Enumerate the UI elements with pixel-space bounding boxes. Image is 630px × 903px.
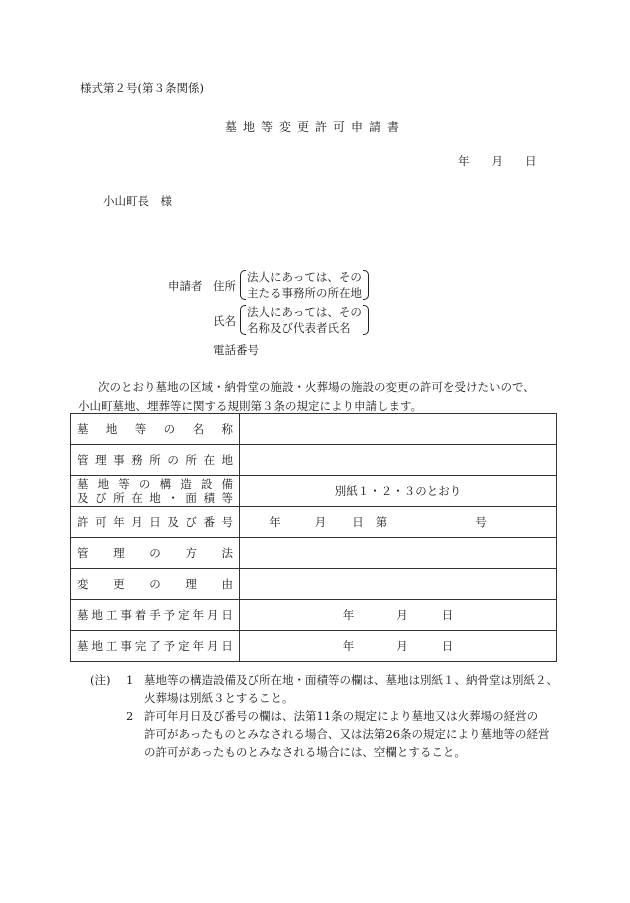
row-label <box>71 538 240 569</box>
note-1-text <box>144 671 558 707</box>
note-1 <box>90 671 558 707</box>
row-value[interactable]: 別紙１・２・３のとおり <box>240 476 557 507</box>
label-start: 墓 地 工 事 着 手 予 定 年 月 日 <box>77 608 233 622</box>
notes <box>90 671 558 761</box>
note-2-line-2: 許可があったものとみなされる場合、又は法第26条の規定により墓地等の経営 <box>144 727 550 741</box>
note-2-text <box>144 707 550 761</box>
row-label <box>71 445 240 476</box>
intro-text <box>80 378 535 416</box>
label-complete: 墓 地 工 事 完 了 予 定 年 月 日 <box>77 639 233 653</box>
permit-month: 月 <box>314 515 327 529</box>
addressee: 小山町長 様 <box>103 194 172 208</box>
label-permit: 許 可 年 月 日 及 び 番 号 <box>77 515 233 529</box>
name-note-line-1: 法人にあっては、その <box>247 305 362 319</box>
intro-line-2: 小山町墓地、埋葬等に関する規則第３条の規定により申請します。 <box>78 399 423 413</box>
row-label <box>71 507 240 538</box>
note-2-line-1: 許可年月日及び番号の欄は、法第11条の規定により墓地又は火葬場の経営の <box>144 709 539 723</box>
permit-no-suffix: 号 <box>475 515 487 529</box>
applicant-label: 申請者 <box>168 279 203 293</box>
intro-line-1: 次のとおり墓地の区域・納骨堂の施設・火葬場の施設の変更の許可を受けたいので、 <box>98 380 535 394</box>
address-note-line-1: 法人にあっては、その <box>247 270 362 284</box>
table-row <box>71 507 557 538</box>
note-1-number: 1 <box>126 673 134 687</box>
table-row <box>71 631 557 662</box>
row-value[interactable] <box>240 569 557 600</box>
table-row <box>71 600 557 631</box>
form-number: 様式第２号(第３条関係) <box>80 81 204 95</box>
note-2-line-3: の許可があったものとみなされる場合には、空欄とすること。 <box>144 745 466 759</box>
start-year: 年 <box>342 608 355 622</box>
label-name: 墓 地 等 の 名 称 <box>77 422 233 436</box>
note-2 <box>90 707 558 761</box>
complete-year: 年 <box>342 639 355 653</box>
document-title: 墓地等変更許可申請書 <box>224 120 405 134</box>
row-value[interactable] <box>240 507 557 538</box>
table-row <box>71 476 557 507</box>
permit-year: 年 <box>269 515 281 529</box>
row-label <box>71 476 240 507</box>
note-1-line-2: 火葬場は別紙３とすること。 <box>144 691 294 705</box>
row-value[interactable] <box>240 631 557 662</box>
label-management: 管 理 の 方 法 <box>77 546 233 560</box>
notes-prefix: (注) <box>90 673 111 687</box>
start-month: 月 <box>396 608 408 622</box>
row-value[interactable] <box>240 414 557 445</box>
row-label <box>71 414 240 445</box>
date-day: 日 <box>525 154 537 168</box>
phone-label: 電話番号 <box>213 343 259 357</box>
table-row <box>71 445 557 476</box>
label-office: 管 理 事 務 所 の 所 在 地 <box>77 453 233 467</box>
row-value[interactable] <box>240 600 557 631</box>
start-day: 日 <box>441 608 454 622</box>
application-table <box>70 413 557 662</box>
table-row <box>71 569 557 600</box>
date-month: 月 <box>491 154 503 168</box>
row-value[interactable] <box>240 445 557 476</box>
name-note-line-2: 名称及び代表者氏名 <box>247 321 351 335</box>
row-label <box>71 600 240 631</box>
row-label <box>71 569 240 600</box>
note-1-line-1: 墓地等の構造設備及び所在地・面積等の欄は、墓地は別紙１、納骨堂は別紙２、 <box>144 673 558 687</box>
row-value[interactable] <box>240 538 557 569</box>
label-structure-line-1: 墓 地 等 の 構 造 設 備 <box>77 477 233 491</box>
permit-day: 日 <box>352 515 364 529</box>
label-structure-line-2: 及 び 所 在 地 ・ 面 積 等 <box>77 491 233 505</box>
complete-day: 日 <box>441 639 454 653</box>
date-line <box>458 153 537 169</box>
permit-no-prefix: 第 <box>375 515 388 529</box>
label-reason: 変 更 の 理 由 <box>77 577 233 591</box>
address-note-line-2: 主たる事務所の所在地 <box>247 286 362 300</box>
name-note <box>240 304 369 336</box>
address-label: 住所 <box>213 279 236 293</box>
address-note <box>240 269 369 301</box>
table-row <box>71 538 557 569</box>
complete-month: 月 <box>396 639 408 653</box>
date-year: 年 <box>458 154 470 168</box>
note-2-number: 2 <box>126 709 134 723</box>
name-label: 氏名 <box>213 314 236 328</box>
row-label <box>71 631 240 662</box>
table-row <box>71 414 557 445</box>
